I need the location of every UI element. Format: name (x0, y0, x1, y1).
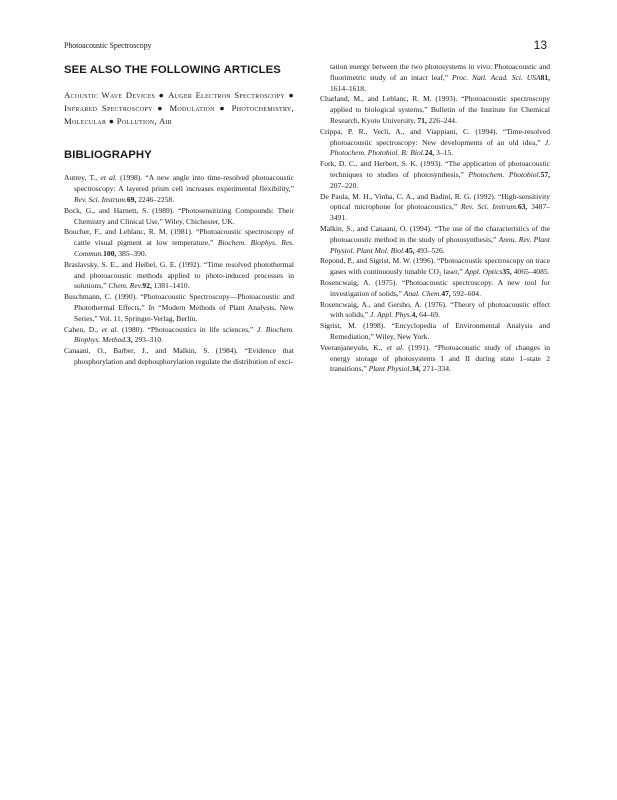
ref-pages: 293–310. (132, 335, 163, 345)
ref-authors: Bock, G., and Harnett, S. (1989). “Photosensitizing Compounds: Their Chemistry and Clinical Use,” Wiley, Chichester, UK. (64, 205, 294, 226)
bibliography-entry (320, 127, 550, 159)
ref-et-al: et al. (101, 324, 119, 334)
right-column (320, 62, 550, 375)
ref-authors: Rosencwaig, A., and Gersho, A. (1976). “Theory of photoacoustic effect with solids,” (320, 299, 550, 320)
see-also-item[interactable]: Acoustic Wave Devices (64, 90, 156, 100)
ref-journal: J. Appl. Phys. (370, 310, 412, 320)
ref-volume: 47, (441, 288, 451, 298)
ref-journal: Photochem. Photobiol. (468, 169, 541, 179)
ref-journal: Proc. Natl. Acad. Sci. USA (451, 72, 541, 82)
bibliography-entry (320, 192, 550, 224)
ref-journal: Plant Physiol. (368, 364, 412, 374)
bibliography-entry (320, 300, 550, 322)
ref-journal: J. Photochem. Photobiol. B: Biol. (330, 137, 550, 158)
ref-authors: tation energy between the two photosystems in vivo: Photoacoustic and fluorimetric study of an intact leaf,” (330, 62, 550, 82)
bullet-icon: ● (108, 115, 115, 126)
bibliography-entry (64, 292, 294, 324)
ref-pages: 271–334. (420, 364, 451, 374)
ref-volume: 92, (142, 281, 152, 291)
ref-pages: “Modern Methods of Plant Analysis, New Series,” Vol. 11, Springer-Verlag, Berlin. (74, 302, 294, 323)
ref-pages: 1614–1618. (330, 83, 366, 93)
ref-volume: 57, (540, 169, 550, 179)
ref-authors: Crippa, P. R., Vecli, A., and Viappiani, C. (1994). “Time-resolved photoacoustic spectroscopy: New developments of an old idea,” (320, 126, 550, 147)
ref-journal: Anal. Chem. (403, 288, 442, 298)
see-also-heading: SEE ALSO THE FOLLOWING ARTICLES (64, 64, 281, 76)
ref-authors: Charland, M., and Leblanc, R. M. (1993). “Photoacoustic spectroscopy applied to biological systems,” Bulletin of the Institute for Chemical Research, Kyoto University, (320, 94, 550, 125)
ref-pages: 385–390. (116, 248, 147, 258)
bibliography-entry (64, 346, 294, 368)
ref-volume: 81, (540, 72, 550, 82)
ref-text: (1998). “A new angle into time-resolved photoacoustic spectroscopy: A layered prism cell increases experimental flexibility,” (74, 173, 294, 194)
ref-authors: Canaani, O., Barber, J., and Malkin, S. (1984). “Evidence that phosphorylation and dephosphorylation regulate the distribution of exci- (64, 346, 294, 366)
page-number: 13 (533, 38, 547, 52)
ref-authors: De Paula, M. H., Vinha, C. A., and Badini, R. G. (1992). “High-sensitivity optical microphone for photoacoustics,” (320, 191, 550, 212)
bibliography-entry (320, 62, 550, 94)
ref-text: (1991). “Photoacoustic study of changes in energy storage of photosystems I and II during state 1–state 2 transitions,” (330, 342, 550, 374)
ref-volume: 24, (424, 148, 435, 158)
ref-journal: Appl. Optics (464, 267, 503, 277)
ref-pages: 3–15. (434, 148, 454, 158)
ref-volume: 4, (411, 310, 418, 320)
bullet-icon: ● (158, 90, 166, 100)
bibliography-entry (320, 343, 550, 375)
bibliography-entry (64, 206, 294, 228)
ref-authors: Malkin, S., and Canaani, O. (1994). “The use of the characteristics of the photoacoustic method in the study of photosynthesis,” (320, 223, 550, 244)
ref-authors: Rosencwaig, A. (1975). “Photoacoustic spectroscopy. A new tool for investigation of solids,” (320, 277, 550, 298)
ref-authors: Braslavsky, S. E., and Heibel, G. E. (1992). “Time resolved photothermal and photoacoustic methods applied to photo-induced processes in solutions,” (64, 259, 294, 291)
see-also-item[interactable]: Photochemistry, Molecular (64, 102, 294, 126)
bibliography-entry (64, 325, 294, 347)
ref-pages: 64–69. (417, 310, 440, 320)
ref-volume: 69, (126, 194, 137, 204)
ref-journal: Biochem. Biophys. Res. Commun. (74, 238, 294, 258)
left-column (64, 64, 294, 368)
ref-et-al: et al. (100, 173, 117, 183)
bullet-icon: ● (157, 102, 165, 113)
see-also-item[interactable]: Pollution, Air (116, 115, 173, 126)
bibliography-entry (64, 260, 294, 292)
ref-volume: 63, (517, 202, 528, 212)
ref-pages: 4065–4085. (511, 267, 550, 277)
ref-pages: 493–526. (414, 245, 445, 255)
bibliography-entry (320, 224, 550, 256)
bibliography-entry (64, 227, 294, 259)
bibliography-entry (320, 278, 550, 300)
ref-volume: 34, (411, 364, 421, 374)
ref-text: (1980). “Photoacoustics in life sciences,” (118, 324, 257, 334)
bibliography-entry (64, 173, 294, 205)
ref-pages: 3487–3491. (330, 202, 550, 223)
bibliography-entry (320, 256, 550, 278)
ref-pages: 592–604. (450, 288, 481, 298)
ref-volume: 100, (103, 248, 117, 258)
ref-authors: Cahen, D., (64, 324, 102, 334)
bibliography-entry (320, 159, 550, 191)
ref-volume: 3, (127, 335, 133, 345)
bullet-icon: ● (288, 90, 295, 100)
ref-pages: 2246–2258. (136, 194, 175, 204)
ref-authors: Boucher, F., and Leblanc, R. M. (1981). “Photoacoustic spectroscopy of cattle visual pigment at low temperature,” (64, 227, 294, 248)
running-head: Photoacoustic Spectroscopy (64, 41, 152, 50)
bibliography-list-right (320, 62, 550, 375)
see-also-item[interactable]: Infrared Spectroscopy (64, 102, 153, 113)
see-also-item[interactable]: Modulation (169, 102, 215, 113)
bullet-icon: ● (219, 102, 228, 113)
ref-volume: 71, (417, 115, 427, 125)
bibliography-entry (320, 94, 550, 126)
bibliography-entry (320, 321, 550, 343)
ref-authors: Sigrist, M. (1998). “Encyclopedia of Environmental Analysis and Remediation,” Wiley, New York. (320, 321, 550, 341)
ref-et-al: et al. (386, 342, 404, 352)
ref-journal: Rev. Sci. Instrum. (74, 194, 127, 204)
ref-journal: Chem. Rev. (108, 281, 143, 291)
ref-volume: 45, (405, 245, 415, 255)
ref-journal: In (148, 302, 155, 312)
ref-journal: Annu. Rev. Plant Physiol. Plant Mol. Biol. (330, 234, 551, 255)
bibliography-list-left (64, 173, 294, 367)
see-also-list (64, 89, 294, 127)
ref-authors: Repond, P., and Sigrist, M. W. (1996). “Photoacoustic spectroscopy on trace gases with continuously tunable CO₂ laser,” (320, 256, 550, 277)
see-also-item[interactable]: Auger Electron Spectroscopy (168, 90, 286, 100)
ref-volume: 35, (502, 267, 512, 277)
ref-journal: J. Biochem. Biophys. Method. (74, 324, 294, 345)
ref-journal: Rev. Sci. Instrum. (460, 202, 518, 212)
ref-authors: Autrey, T., (64, 173, 101, 183)
ref-authors: Buschmann, C. (1990). “Photoacoustic Spectroscopy—Photoacoustic and Photothermal Effects,” (64, 292, 294, 312)
ref-authors: Fork, D. C., and Herbert, S. K. (1993). “The application of photoacoustic techniques to studies of photosynthesis,” (320, 159, 550, 179)
ref-authors: Veeranjaneyulu, K., (320, 342, 387, 352)
ref-pages: 207–220. (330, 180, 359, 190)
ref-pages: 226–244. (426, 115, 457, 125)
ref-pages: 1381–1410. (151, 281, 190, 291)
bibliography-heading: BIBLIOGRAPHY (64, 149, 152, 162)
